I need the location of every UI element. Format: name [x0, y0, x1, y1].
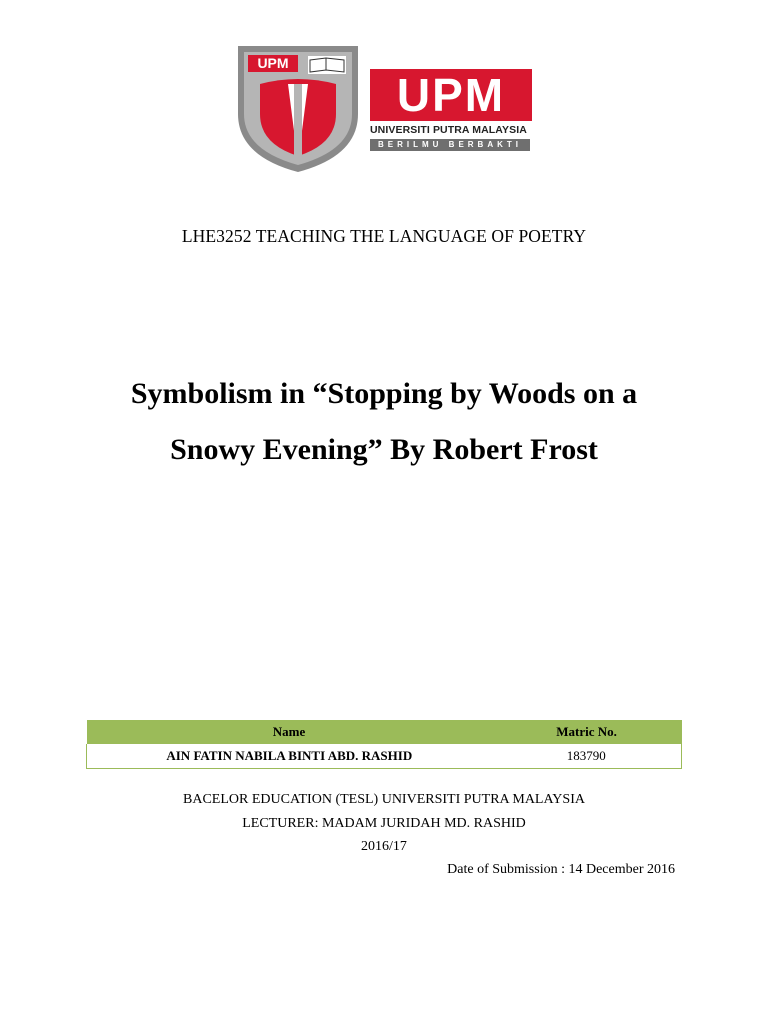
lecturer: LECTURER: MADAM JURIDAH MD. RASHID [242, 816, 526, 831]
student-name: AIN FATIN NABILA BINTI ABD. RASHID [87, 744, 492, 769]
submission-date: Date of Submission : 14 December 2016 [447, 862, 675, 877]
name-header: Name [87, 720, 492, 744]
essay-title-line-1: Symbolism in “Stopping by Woods on a [130, 377, 638, 410]
university-motto: BERILMU BERBAKTI [370, 139, 530, 151]
table-header-row [87, 720, 682, 744]
matric-header: Matric No. [492, 720, 682, 744]
table-row [87, 744, 682, 769]
upm-shield-emblem [236, 44, 360, 174]
university-name: UNIVERSITI PUTRA MALAYSIA [370, 124, 527, 136]
programme: BACELOR EDUCATION (TESL) UNIVERSITI PUTRA MALAYSIA [183, 792, 585, 807]
essay-title [60, 366, 708, 478]
upm-logo [236, 44, 536, 174]
student-matric: 183790 [492, 744, 682, 769]
student-table [86, 720, 682, 769]
session: 2016/17 [361, 839, 407, 854]
course-title: LHE3252 TEACHING THE LANGUAGE OF POETRY [181, 226, 587, 246]
upm-wordmark [370, 69, 532, 151]
essay-title-line-2: Snowy Evening” By Robert Frost [170, 433, 598, 466]
upm-wordmark-text: UPM [370, 69, 532, 121]
shield-label: UPM [257, 55, 289, 71]
